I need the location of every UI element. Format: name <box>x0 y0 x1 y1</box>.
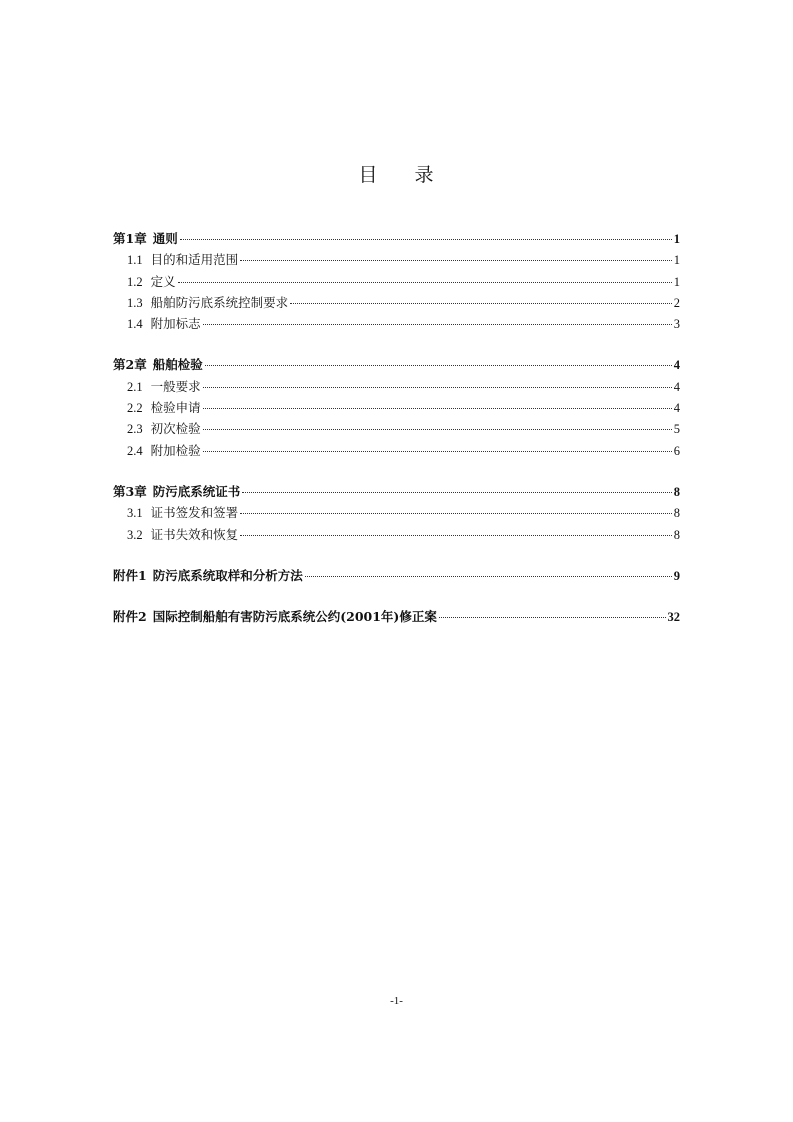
toc-dot-leader <box>240 535 672 536</box>
toc-entry-title: 证书签发和签署 <box>150 505 239 521</box>
toc-section-2-3[interactable] <box>113 418 680 439</box>
toc-entry-page: 3 <box>673 317 680 332</box>
toc-dot-leader <box>240 260 672 261</box>
toc-entry-page: 1 <box>673 274 680 289</box>
toc-dot-leader <box>203 451 672 452</box>
toc-entry-number: 附件2 <box>113 609 147 625</box>
toc-appendix-2[interactable] <box>113 606 680 627</box>
table-of-contents <box>113 228 680 627</box>
toc-entry-page: 9 <box>673 568 680 583</box>
toc-entry-number: 2.4 <box>127 443 143 458</box>
toc-dot-leader <box>203 429 672 430</box>
page-title <box>0 162 793 188</box>
toc-entry-page: 8 <box>673 506 680 521</box>
toc-entry-title: 防污底系统取样和分析方法 <box>152 567 303 583</box>
toc-entry-title: 检验申请 <box>150 400 201 416</box>
page-title-part2: 录 <box>414 164 435 186</box>
toc-entry-page: 4 <box>673 379 680 394</box>
toc-entry-page: 4 <box>673 401 680 416</box>
toc-entry-page: 5 <box>673 422 680 437</box>
toc-chapter-2[interactable] <box>113 354 680 375</box>
toc-entry-page: 2 <box>673 295 680 310</box>
toc-section-1-4[interactable] <box>113 313 680 334</box>
toc-chapter-1[interactable] <box>113 228 680 249</box>
toc-spacer <box>113 334 680 354</box>
toc-dot-leader <box>290 303 672 304</box>
toc-entry-title: 附加检验 <box>150 442 201 458</box>
toc-entry-title: 防污底系统证书 <box>152 483 241 499</box>
toc-entry-title: 目的和适用范围 <box>150 252 239 268</box>
toc-entry-number: 2.1 <box>127 379 143 394</box>
toc-entry-title: 定义 <box>150 273 176 289</box>
toc-section-1-3[interactable] <box>113 292 680 313</box>
page-title-part1: 目 <box>358 164 379 186</box>
toc-entry-number: 3.2 <box>127 527 143 542</box>
toc-entry-page: 1 <box>673 253 680 268</box>
page-number: -1- <box>390 995 403 1007</box>
toc-entry-number: 1.2 <box>127 274 143 289</box>
toc-section-2-2[interactable] <box>113 397 680 418</box>
toc-entry-page: 4 <box>673 358 680 373</box>
toc-dot-leader <box>242 492 672 493</box>
toc-dot-leader <box>305 576 672 577</box>
toc-entry-title: 一般要求 <box>150 378 201 394</box>
toc-entry-title: 证书失效和恢复 <box>150 526 239 542</box>
toc-entry-number: 2.3 <box>127 422 143 437</box>
toc-entry-number: 1.3 <box>127 295 143 310</box>
toc-entry-number: 3.1 <box>127 506 143 521</box>
toc-entry-number: 1.4 <box>127 317 143 332</box>
toc-entry-number: 2.2 <box>127 401 143 416</box>
toc-entry-page: 1 <box>673 232 680 246</box>
toc-entry-title: 国际控制船舶有害防污底系统公约(2001年)修正案 <box>152 609 437 625</box>
toc-section-1-1[interactable] <box>113 249 680 270</box>
toc-section-2-4[interactable] <box>113 440 680 461</box>
toc-spacer <box>113 545 680 565</box>
toc-dot-leader <box>203 324 672 325</box>
toc-appendix-1[interactable] <box>113 565 680 586</box>
toc-entry-number: 第1章 <box>113 231 147 246</box>
toc-section-3-2[interactable] <box>113 524 680 545</box>
toc-entry-page: 32 <box>667 610 680 625</box>
toc-dot-leader <box>439 617 666 618</box>
toc-section-3-1[interactable] <box>113 502 680 523</box>
toc-entry-page: 8 <box>673 527 680 542</box>
toc-entry-title: 附加标志 <box>150 316 201 332</box>
toc-spacer <box>113 461 680 481</box>
toc-dot-leader <box>205 365 672 366</box>
toc-section-2-1[interactable] <box>113 376 680 397</box>
toc-entry-number: 1.1 <box>127 253 143 268</box>
toc-dot-leader <box>178 282 672 283</box>
toc-entry-number: 第2章 <box>113 357 147 373</box>
toc-chapter-3[interactable] <box>113 481 680 502</box>
toc-dot-leader <box>203 387 672 388</box>
toc-entry-page: 6 <box>673 443 680 458</box>
toc-section-1-2[interactable] <box>113 271 680 292</box>
toc-entry-title: 船舶防污底系统控制要求 <box>150 294 289 310</box>
toc-entry-title: 船舶检验 <box>152 357 203 373</box>
toc-entry-number: 附件1 <box>113 567 147 583</box>
toc-dot-leader <box>203 408 672 409</box>
toc-entry-title: 通则 <box>152 231 178 246</box>
toc-dot-leader <box>240 513 672 514</box>
toc-entry-page: 8 <box>673 484 680 499</box>
toc-entry-title: 初次检验 <box>150 421 201 437</box>
toc-spacer <box>113 586 680 606</box>
toc-entry-number: 第3章 <box>113 483 147 499</box>
toc-dot-leader <box>180 239 672 240</box>
